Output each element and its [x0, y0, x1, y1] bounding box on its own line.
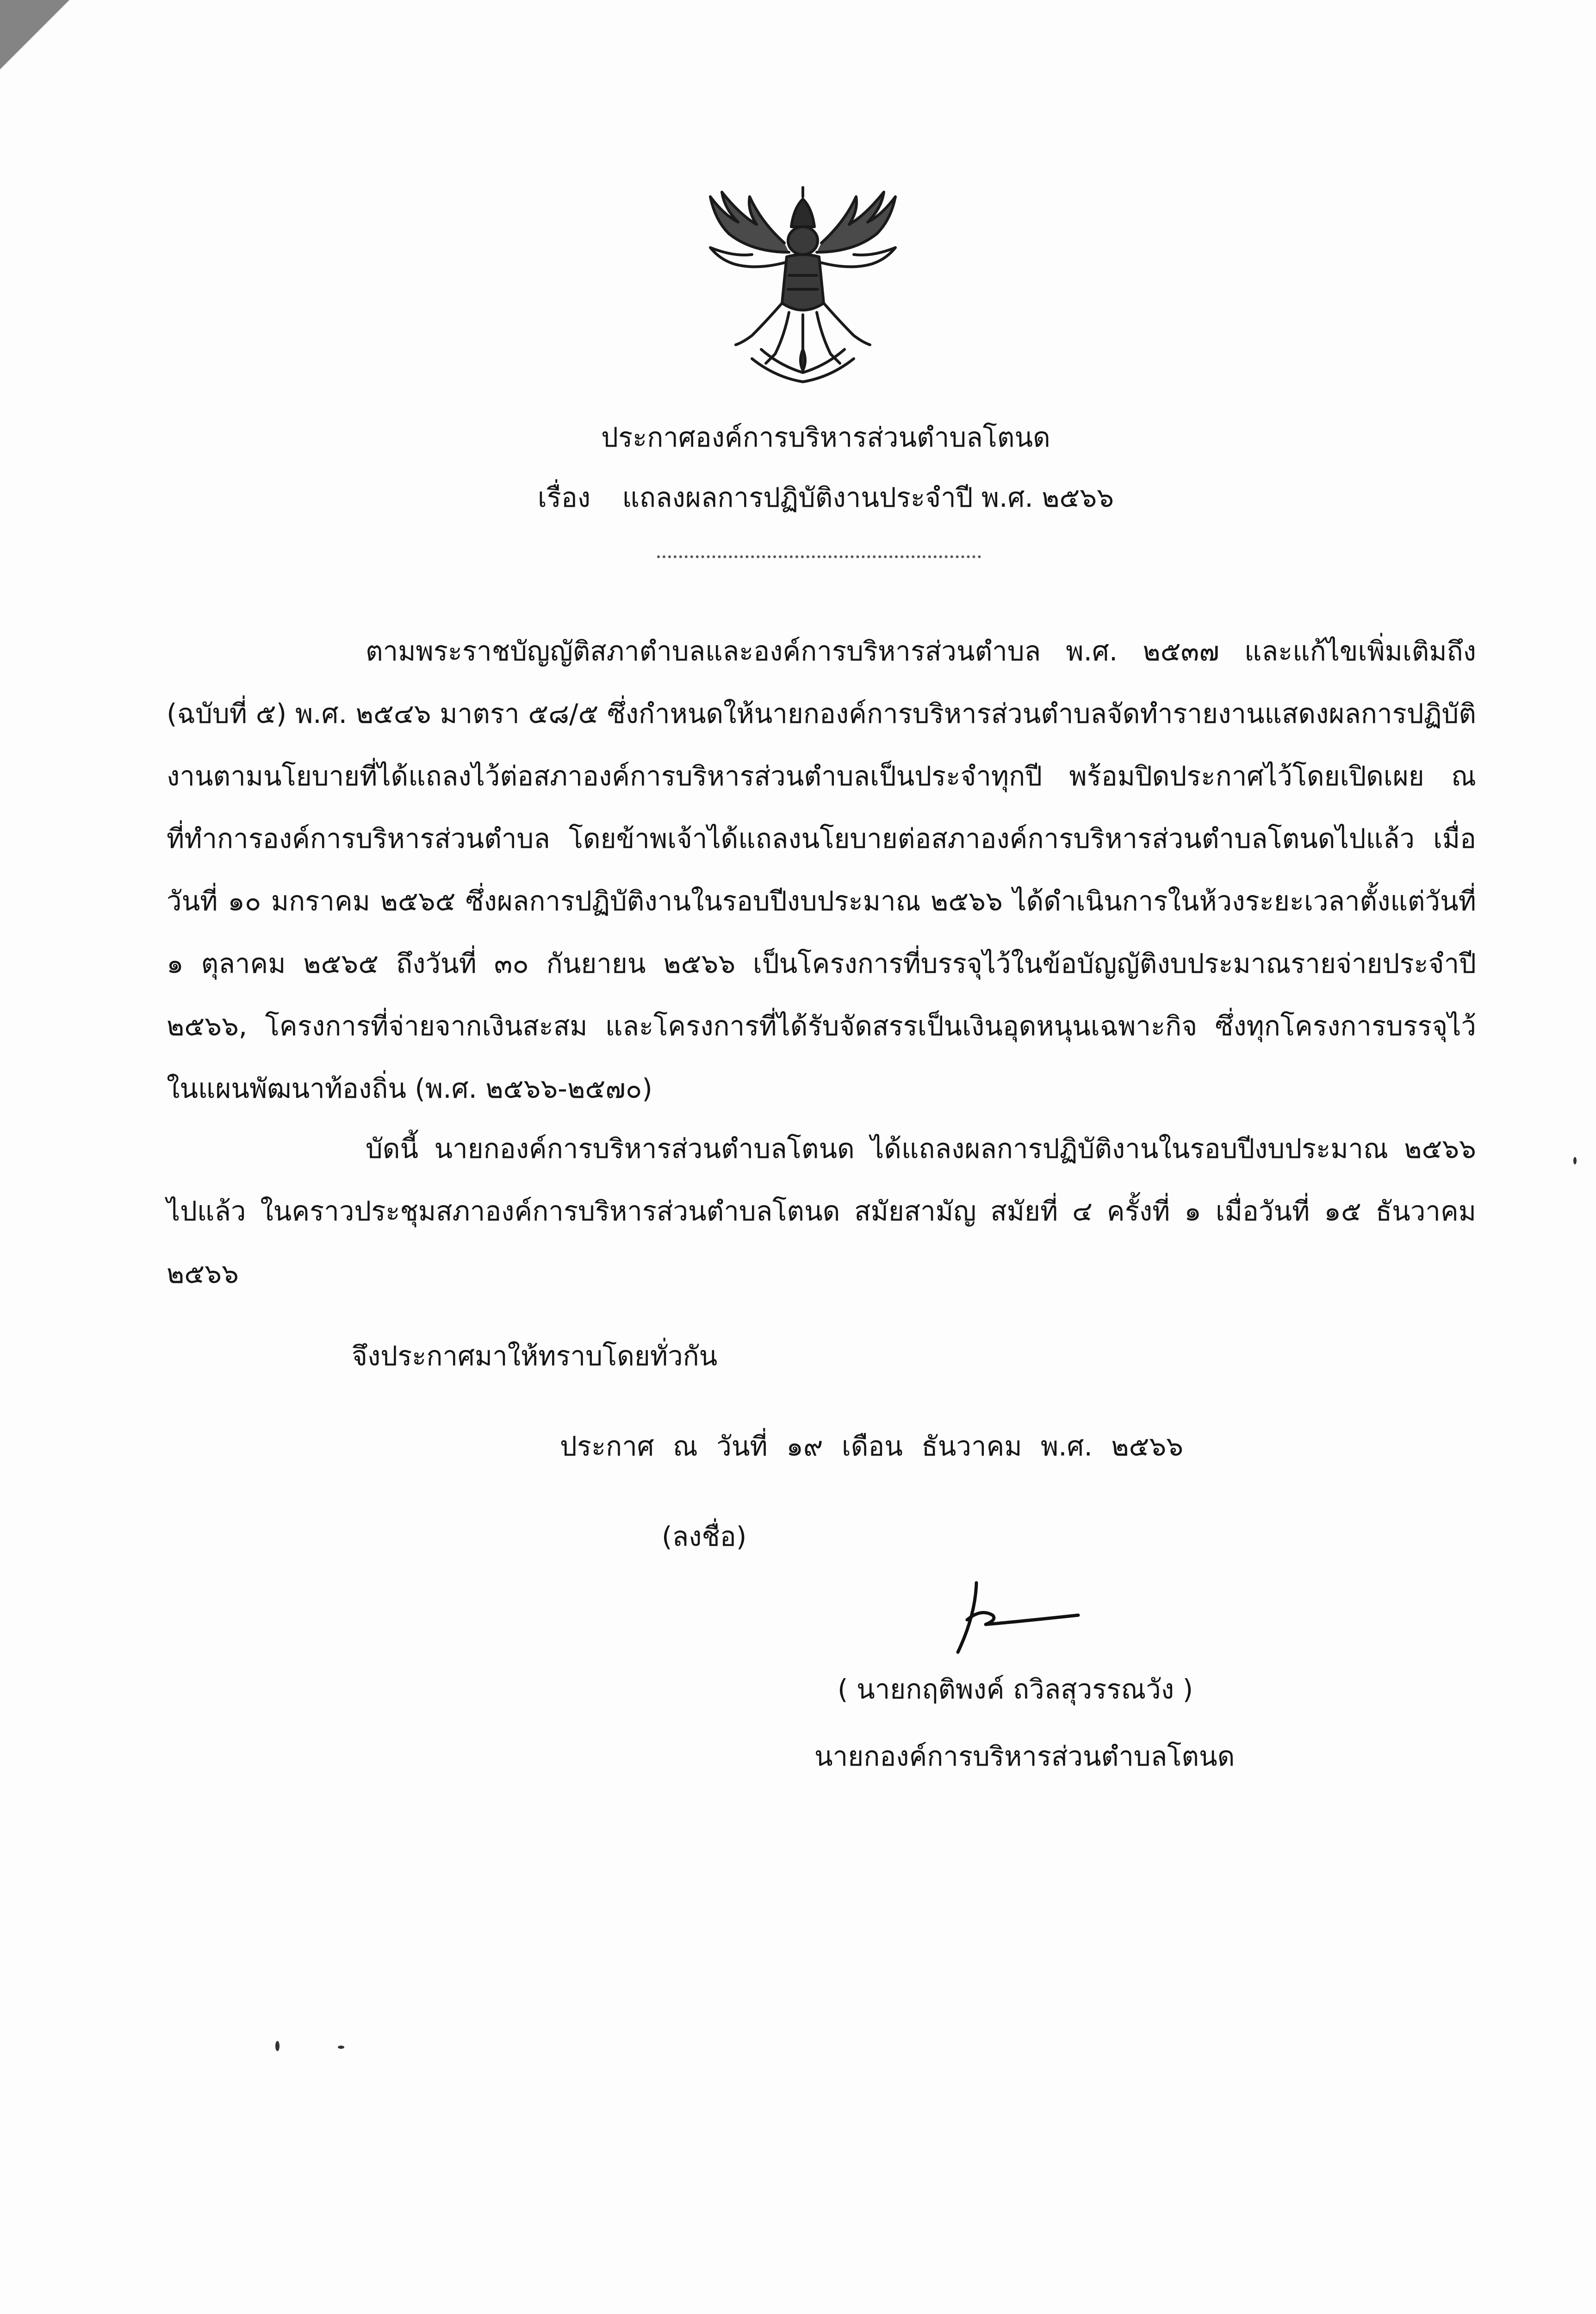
- signer-name: ( นายกฤติพงค์ ถวิลสุวรรณวัง ): [838, 1673, 1193, 1705]
- garuda-emblem-icon: [696, 183, 909, 386]
- signature-label: (ลงชื่อ): [662, 1521, 747, 1552]
- closing-statement: จึงประกาศมาให้ทราบโดยทั่วกัน: [352, 1340, 718, 1372]
- document-subject: [28, 479, 1596, 516]
- subject-label: เรื่อง: [537, 482, 591, 513]
- subject-text: แถลงผลการปฏิบัติงานประจำปี พ.ศ. ๒๕๖๖: [622, 482, 1114, 513]
- scan-speck: [275, 2041, 279, 2051]
- handwritten-signature: [949, 1564, 1087, 1657]
- scan-corner-mark: [0, 0, 69, 69]
- scan-speck: [1573, 1157, 1577, 1164]
- paragraph-2: บัดนี้ นายกองค์การบริหารส่วนตำบลโตนด ได้แถลงผลการปฏิบัติงานในรอบปีงบประมาณ ๒๕๖๖ ไปแล้ว ในคราวประชุมสภาองค์การบริหารส่วนตำบลโตนด สมัยสามัญ สมัยที่ ๔ ครั้งที่ ๑ เมื่อวันที่ ๑๕ ธันวาคม ๒๕๖๖: [167, 1133, 1476, 1289]
- document-title: ประกาศองค์การบริหารส่วนตำบลโตนด: [601, 422, 1050, 453]
- paragraph-1: ตามพระราชบัญญัติสภาตำบลและองค์การบริหารส่วนตำบล พ.ศ. ๒๕๓๗ และแก้ไขเพิ่มเติมถึง (ฉบับที่ ๕) พ.ศ. ๒๕๔๖ มาตรา ๕๘/๕ ซึ่งกำหนดให้นายกองค์การบริหารส่วนตำบลจัดทำรายงานแสดงผลการปฏิบัติงานตามนโยบายที่ได้แถลงไว้ต่อสภาองค์การบริหารส่วนตำบลเป็นประจำทุกปี พร้อมปิดประกาศไว้โดยเปิดเผย ณ ที่ทำการองค์การบริหารส่วนตำบล โดยข้าพเจ้าได้แถลงนโยบายต่อสภาองค์การบริหารส่วนตำบลโตนดไปแล้ว เมื่อวันที่ ๑๐ มกราคม ๒๕๖๕ ซึ่งผลการปฏิบัติงานในรอบปีงบประมาณ ๒๕๖๖ ได้ดำเนินการในห้วงระยะเวลาตั้งแต่วันที่ ๑ ตุลาคม ๒๕๖๕ ถึงวันที่ ๓๐ กันยายน ๒๕๖๖ เป็นโครงการที่บรรจุไว้ในข้อบัญญัติงบประมาณรายจ่ายประจำปี ๒๕๖๖, โครงการที่จ่ายจากเงินสะสม และโครงการที่ได้รับจัดสรรเป็นเงินอุดหนุนเฉพาะกิจ ซึ่งทุกโครงการบรรจุไว้ในแผนพัฒนาท้องถิ่น (พ.ศ. ๒๕๖๖-๒๕๗๐): [167, 635, 1476, 1104]
- signer-position: นายกองค์การบริหารส่วนตำบลโตนด: [814, 1741, 1235, 1772]
- scan-speck: [338, 2046, 344, 2049]
- announcement-date: ประกาศ ณ วันที่ ๑๙ เดือน ธันวาคม พ.ศ. ๒๕๖๖: [560, 1431, 1184, 1462]
- dotted-separator: [657, 555, 981, 558]
